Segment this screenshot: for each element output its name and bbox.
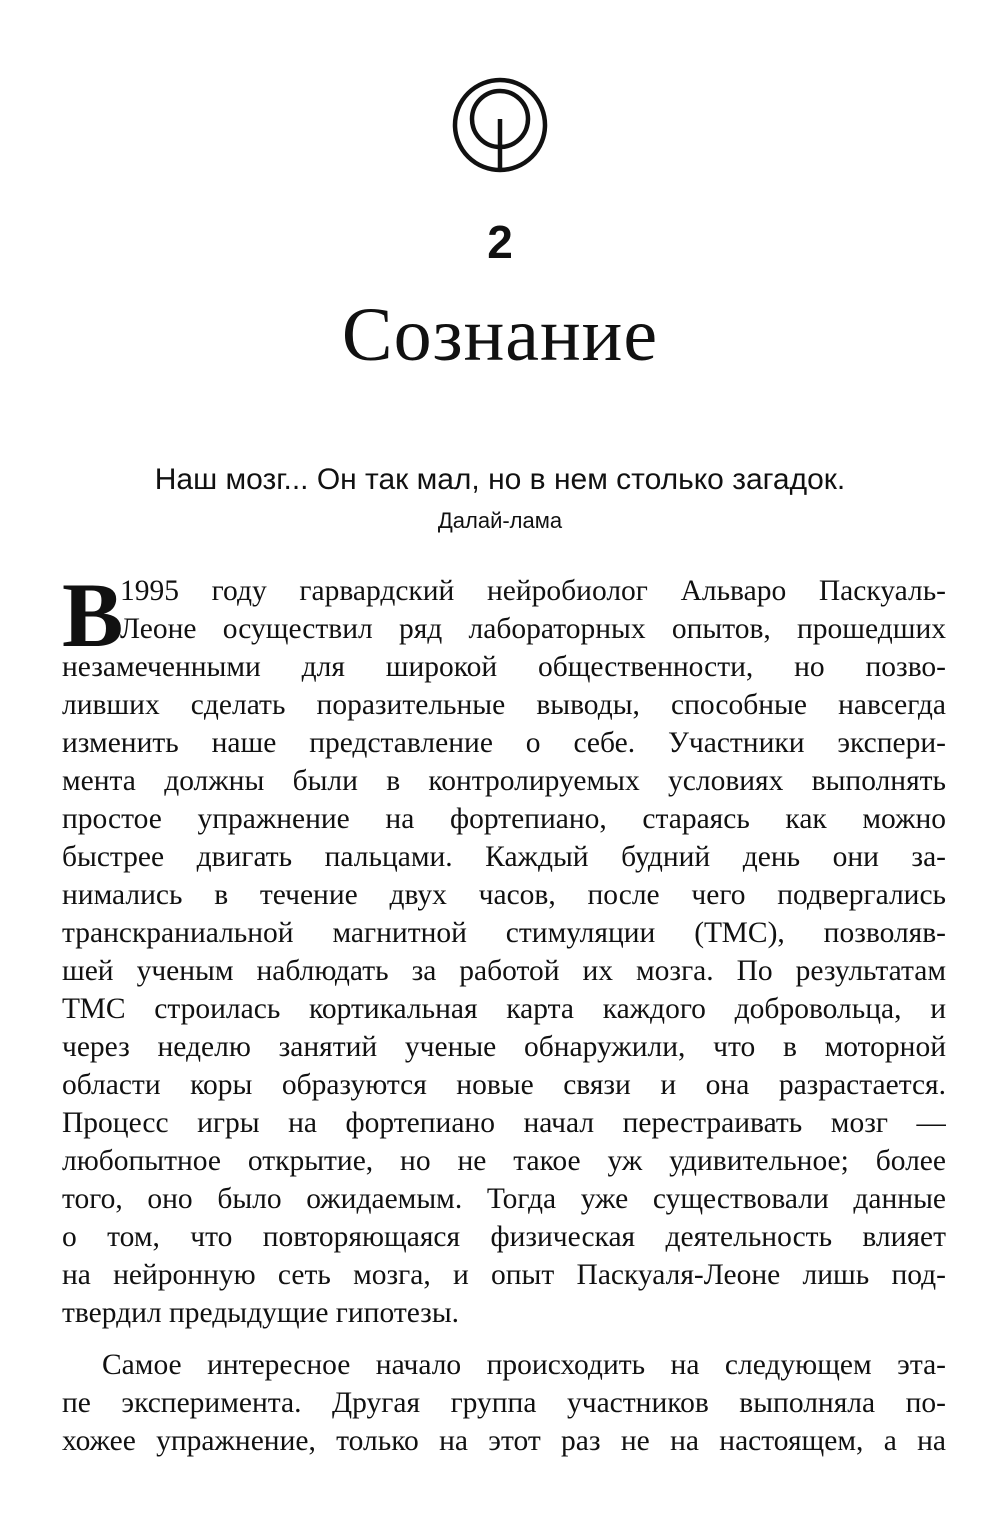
- text-line: о том, что повторяющаяся физическая деятельность влияет: [62, 1221, 946, 1253]
- text-line: ливших сделать поразительные выводы, способные навсегда: [62, 689, 946, 721]
- text-line: быстрее двигать пальцами. Каждый будний день они за-: [62, 841, 946, 873]
- epigraph-author: Далай-лама: [437, 508, 563, 533]
- text-line: нимались в течение двух часов, после чего подвергались: [62, 879, 946, 911]
- text-line: области коры образуются новые связи и она разрастается.: [62, 1069, 946, 1101]
- text-line: Самое интересное начало происходить на следующем эта-: [102, 1349, 946, 1381]
- circle-tree-icon: [450, 75, 550, 175]
- chapter-number: 2: [487, 216, 513, 268]
- text-line: на нейронную сеть мозга, и опыт Паскуаля-Леоне лишь под-: [62, 1259, 946, 1291]
- text-line: хожее упражнение, только на этот раз не на настоящем, а на: [62, 1425, 946, 1457]
- text-line: 1995 году гарвардский нейробиолог Альваро Паскуаль-: [120, 575, 946, 607]
- text-line: ТМС строилась кортикальная карта каждого добровольца, и: [62, 993, 946, 1025]
- text-line: любопытное открытие, но не такое уж удивительное; более: [62, 1145, 946, 1177]
- text-line: незамеченными для широкой общественности, но позво-: [62, 651, 946, 683]
- text-line: транскраниальной магнитной стимуляции (ТМС), позволяв-: [62, 917, 946, 949]
- paragraph-gap: [62, 1332, 946, 1346]
- text-line: изменить наше представление о себе. Участники экспери-: [62, 727, 946, 759]
- chapter-title: Сознание: [341, 293, 659, 377]
- text-line: того, оно было ожидаемым. Тогда уже существовали данные: [62, 1183, 946, 1215]
- text-line: Леоне осуществил ряд лабораторных опытов, прошедших: [120, 613, 946, 645]
- text-line: через неделю занятий ученые обнаружили, что в моторной: [62, 1031, 946, 1063]
- text-line: простое упражнение на фортепиано, стараясь как можно: [62, 803, 946, 835]
- text-line: твердил предыдущие гипотезы.: [62, 1297, 460, 1329]
- body-text: [62, 564, 946, 1460]
- drop-cap: В: [62, 564, 124, 666]
- text-line: шей ученым наблюдать за работой их мозга. По результатам: [62, 955, 946, 987]
- text-line: Процесс игры на фортепиано начал перестраивать мозг —: [62, 1107, 946, 1139]
- text-line: пе эксперимента. Другая группа участников выполняла по-: [62, 1387, 946, 1419]
- text-line: мента должны были в контролируемых условиях выполнять: [62, 765, 946, 797]
- epigraph-quote: Наш мозг... Он так мал, но в нем столько загадок.: [154, 463, 846, 496]
